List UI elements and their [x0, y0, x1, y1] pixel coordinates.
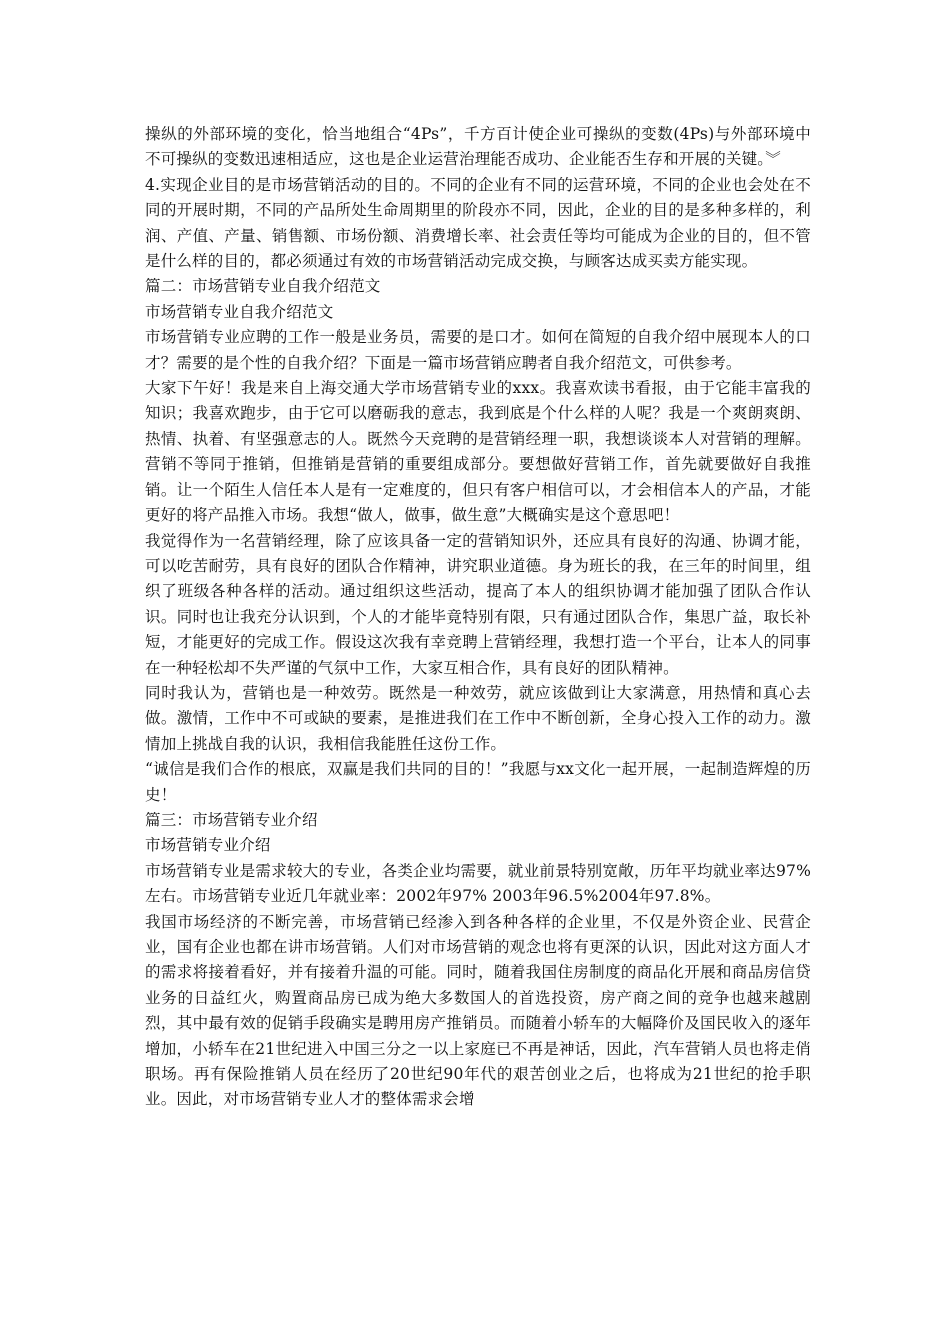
section-subtitle-part-2: 市场营销专业自我介绍范文 — [145, 302, 334, 321]
paragraph-employment-rate: 市场营销专业是需求较大的专业，各类企业均需要，就业前景特别宽敞，历年平均就业率达97%左右。市场营销专业近几年就业率：2002年97% 2003年96.5%2004年97.8%。 — [145, 861, 811, 906]
paragraph-service: 同时我认为，营销也是一种效劳。既然是一种效劳，就应该做到让大家满意，用热情和真心去做。激情，工作中不可或缺的要素，是推进我们在工作中不断创新，全身心投入工作的动力。激情加上挑战自我的认识，我相信我能胜任这份工作。 — [145, 683, 811, 753]
paragraph-market-demand: 我国市场经济的不断完善，市场营销已经渗入到各种各样的企业里，不仅是外资企业、民营企业，国有企业也都在讲市场营销。人们对市场营销的观念也将有更深的认识，因此对这方面人才的需求将接着看好，并有接着升温的可能。同时，随着我国住房制度的商品化开展和商品房信贷业务的日益红火，购置商品房已成为绝大多数国人的首选投资，房产商之间的竞争也越来越剧烈，其中最有效的促销手段确实是聘用房产推销员。而随着小轿车的大幅降价及国民收入的逐年增加，小轿车在21世纪进入中国三分之一以上家庭已不再是神话，因此，汽车营销人员也将走俏职场。再有保险推销人员在经历了20世纪90年代的艰苦创业之后，也将成为21世纪的抢手职业。因此，对市场营销专业人才的整体需求会增 — [145, 912, 811, 1109]
paragraph-intro: 市场营销专业应聘的工作一般是业务员，需要的是口才。如何在简短的自我介绍中展现本人的口才？需要的是个性的自我介绍？下面是一篇市场营销应聘者自我介绍范文，可供参考。 — [145, 328, 811, 372]
paragraph-closing: “诚信是我们合作的根底，双赢是我们共同的目的！”我愿与xx文化一起开展，一起制造辉煌的历史！ — [145, 760, 811, 804]
document-body — [145, 122, 811, 1113]
section-heading-part-3: 篇三：市场营销专业介绍 — [145, 810, 318, 829]
paragraph-qualities: 我觉得作为一名营销经理，除了应该具备一定的营销知识外，还应具有良好的沟通、协调才能，可以吃苦耐劳，具有良好的团队合作精神，讲究职业道德。身为班长的我，在三年的时间里，组织了班级各种各样的活动。通过组织这些活动，提高了本人的组织协调才能加强了团队合作认识。同时也让我充分认识到，个人的才能毕竟特别有限，只有通过团队合作，集思广益，取长补短，才能更好的完成工作。假设这次我有幸竞聘上营销经理，我想打造一个平台，让本人的同事在一种轻松却不失严谨的气氛中工作，大家互相合作，具有良好的团队精神。 — [145, 531, 811, 677]
section-heading-part-2: 篇二：市场营销专业自我介绍范文 — [145, 277, 381, 296]
paragraph-greeting: 大家下午好！我是来自上海交通大学市场营销专业的xxx。我喜欢读书看报，由于它能丰富我的知识；我喜欢跑步，由于它可以磨砺我的意志，我到底是个什么样的人呢？我是一个爽朗爽朗、热情、执着、有坚强意志的人。既然今天竞聘的是营销经理一职，我想谈谈本人对营销的理解。营销不等同于推销，但推销是营销的重要组成部分。要想做好营销工作，首先就要做好自我推销。让一个陌生人信任本人是有一定难度的，但只有客户相信可以，才会相信本人的产品，才能更好的将产品推入市场。我想“做人，做事，做生意”大概确实是这个意思吧！ — [145, 379, 811, 525]
paragraph-point-4: 4.实现企业目的是市场营销活动的目的。不同的企业有不同的运营环境，不同的企业也会处在不同的开展时期，不同的产品所处生命周期里的阶段亦不同，因此，企业的目的是多种多样的，利润、产值、产量、销售额、市场份额、消费增长率、社会责任等均可能成为企业的目的，但不管是什么样的目的，都必须通过有效的市场营销活动完成交换，与顾客达成买卖方能实现。 — [145, 175, 811, 271]
section-subtitle-part-3: 市场营销专业介绍 — [145, 836, 271, 855]
paragraph-4ps-continuation: 操纵的外部环境的变化，恰当地组合“4Ps”，千方百计使企业可操纵的变数(4Ps)与外部环境中不可操纵的变数迅速相适应，这也是企业运营治理能否成功、企业能否生存和开展的关键。︾ — [145, 125, 811, 169]
